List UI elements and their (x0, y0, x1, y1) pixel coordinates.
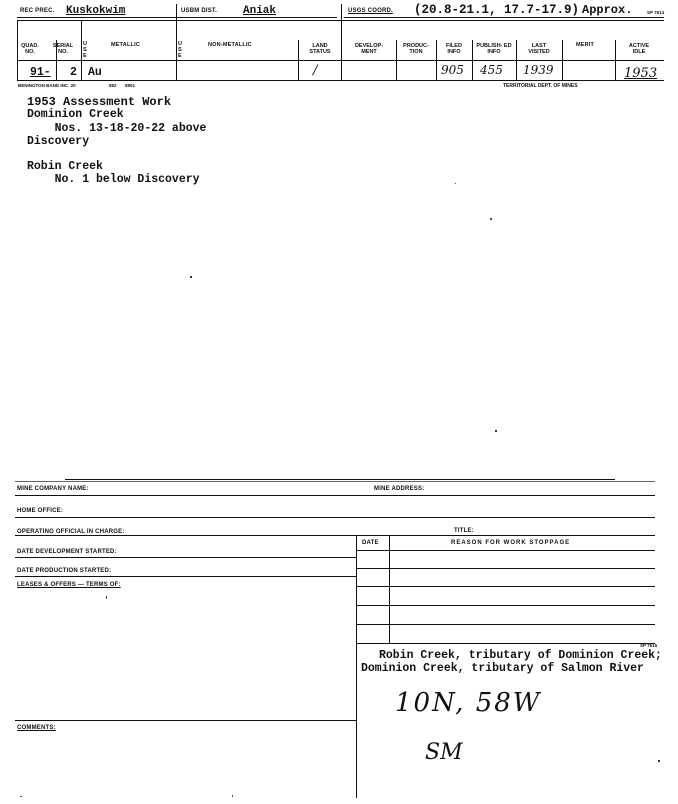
col-sep (17, 20, 18, 80)
col-sep (341, 4, 342, 80)
rec-prec-value: Kuskokwim (66, 5, 126, 17)
stoppage-header-line (356, 550, 655, 551)
usbm-dist-label: USBM DIST. (181, 8, 218, 14)
col-sep (298, 40, 299, 80)
mine-address-label: MINE ADDRESS: (374, 486, 425, 492)
typed-remark: Robin Creek, tributary of Dominion Creek; (379, 649, 662, 662)
rec-prec-label: REC PREC. (20, 8, 55, 14)
col-last-visited: LAST VISITED (528, 43, 550, 55)
col-sep (436, 40, 437, 80)
col-sep (396, 40, 397, 80)
line-home-office (15, 517, 655, 518)
territorial-dept: TERRITORIAL DEPT. OF MINES (503, 83, 578, 89)
col-quad-no: QUAD. NO. (21, 43, 39, 55)
row-last-visited: 1939 (523, 63, 554, 77)
line-mine-company (15, 495, 655, 496)
col-use-nonmetallic: U S E (178, 41, 182, 59)
printer-code-2: 8801 (125, 83, 136, 88)
row-published-info: 455 (480, 63, 503, 77)
comments-label: COMMENTS: (17, 725, 56, 731)
col-production: PRODUC- TION (403, 43, 429, 55)
stoppage-row-line (356, 586, 655, 587)
form-code: SP 7614 (647, 10, 665, 15)
col-sep (615, 40, 616, 80)
printer-code-1: 882 (109, 83, 117, 88)
row-filed-info: 905 (441, 63, 464, 77)
col-non-metallic: NON-METALLIC (208, 42, 252, 48)
lower-top-curve (65, 479, 615, 480)
header-line-4 (17, 80, 664, 81)
line-date-dev (15, 557, 356, 558)
date-development-label: DATE DEVELOPMENT STARTED: (17, 549, 117, 555)
note-line: No. 1 below Discovery (27, 173, 200, 186)
note-line: 1953 Assessment Work (27, 95, 172, 109)
date-col-label: DATE (362, 540, 379, 546)
note-line: Robin Creek (27, 160, 103, 173)
header-top-line (17, 17, 337, 18)
reason-col-label: REASON FOR WORK STOPPAGE (451, 540, 571, 546)
speck (495, 430, 497, 432)
row-metallic: Au (88, 66, 102, 79)
header-top-line-right (344, 17, 664, 18)
row-serial-no: 2 (70, 66, 77, 79)
stoppage-row-line (356, 568, 655, 569)
col-use-metallic: U S E (83, 41, 87, 59)
note-line: Nos. 13-18-20-22 above (27, 122, 207, 135)
speck (232, 795, 233, 797)
col-metallic: METALLIC (111, 42, 140, 48)
col-filed-info: FILED INFO (446, 43, 462, 55)
col-development: DEVELOP- MENT (354, 43, 384, 55)
stoppage-left-border (356, 535, 357, 643)
stoppage-date-sep (389, 535, 390, 643)
col-land-status: LAND STATUS (309, 43, 331, 55)
line-date-prod (15, 576, 356, 577)
note-line: Discovery (27, 135, 90, 148)
home-office-label: HOME OFFICE: (17, 508, 64, 514)
handwritten-initials: SM (425, 740, 463, 765)
col-published-info: PUBLISH- ED INFO (476, 43, 512, 55)
speck (455, 183, 456, 184)
col-merit: MERIT (576, 42, 595, 48)
lower-top-line (15, 481, 655, 482)
handwritten-location: 10N, 58W (395, 688, 542, 718)
row-quad-no: 91- (30, 66, 51, 79)
stoppage-row-line (356, 624, 655, 625)
col-sep (176, 4, 177, 80)
title-label: TITLE: (454, 528, 474, 534)
row-active-idle: 1953 (624, 66, 658, 81)
stoppage-row-line (356, 605, 655, 606)
printer-mark: BENINGTON BAND INC. 20 (18, 83, 76, 88)
usgs-coord-value: (20.8-21.1, 17.7-17.9) (414, 3, 580, 17)
speck (490, 218, 492, 220)
usgs-coord-label: USGS COORD. (348, 8, 393, 14)
speck (106, 596, 107, 599)
col-sep (81, 20, 82, 80)
speck (658, 760, 660, 762)
comments-divider (356, 643, 357, 798)
date-production-label: DATE PRODUCTION STARTED: (17, 568, 112, 574)
typed-remark: Dominion Creek, tributary of Salmon River (361, 662, 644, 675)
mine-company-name-label: MINE COMPANY NAME: (17, 486, 89, 492)
stoppage-row-line (356, 643, 655, 644)
line-comments (15, 720, 356, 721)
form-code-2: SP 7615 (640, 643, 658, 648)
leases-offers-label: LEASES & OFFERS — TERMS OF: (17, 582, 121, 588)
speck (20, 796, 22, 797)
approx-value: Approx. (582, 3, 633, 17)
col-serial-no: SERIAL NO. (52, 43, 74, 55)
col-sep (516, 40, 517, 80)
speck (190, 276, 192, 278)
col-sep (472, 40, 473, 80)
operating-official-label: OPERATING OFFICIAL IN CHARGE: (17, 529, 125, 535)
row-land-status: / (313, 63, 318, 78)
col-active-idle: ACTIVE IDLE (628, 43, 650, 55)
note-line: Dominion Creek (27, 108, 124, 121)
usbm-dist-value: Aniak (243, 5, 277, 17)
line-operating (15, 535, 655, 536)
col-sep (562, 40, 563, 80)
